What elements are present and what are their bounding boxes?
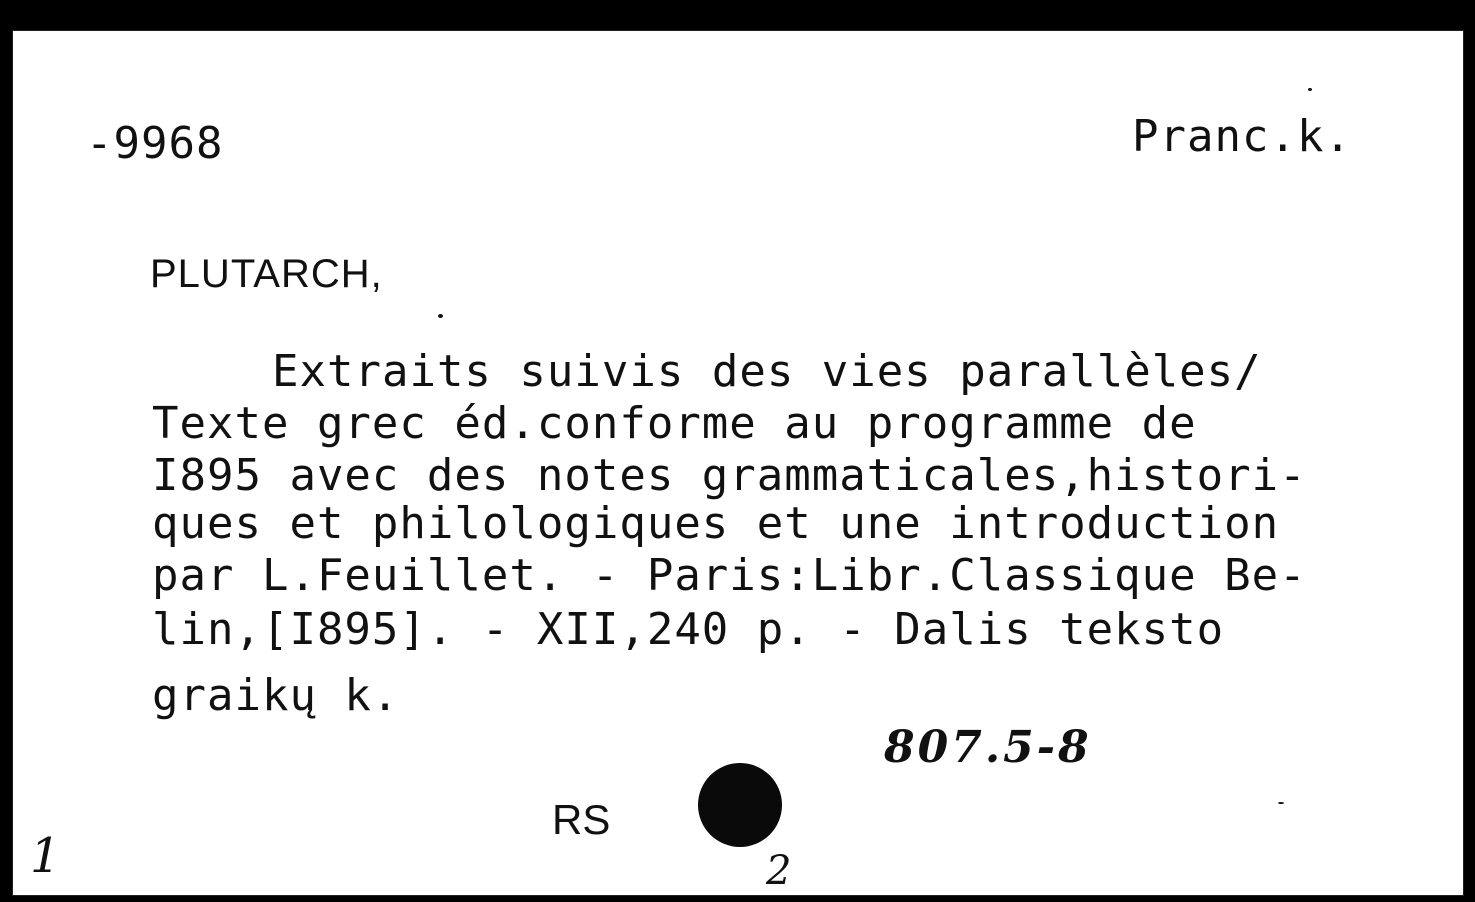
author-heading: PLUTARCH,: [150, 252, 383, 296]
handwritten-mark-left: 1: [30, 828, 61, 884]
handwritten-mark-bottom: 2: [766, 848, 792, 894]
ink-dot: [698, 763, 782, 847]
description-line-2: Texte grec éd.conforme au programme de: [152, 398, 1197, 449]
speck: [1308, 88, 1312, 91]
description-line-7: graikų k.: [152, 670, 400, 721]
initials: RS: [552, 796, 611, 843]
description-line-4: ques et philologiques et une introduction: [152, 498, 1280, 549]
description-line-3: I895 avec des notes grammaticales,histori-: [152, 450, 1307, 501]
location-code: Pranc.k.: [1132, 111, 1352, 162]
card-number: -9968: [86, 118, 224, 169]
description-line-5: par L.Feuillet. - Paris:Libr.Classique Be-: [152, 550, 1307, 601]
speck: [1278, 802, 1284, 804]
speck: [438, 314, 443, 318]
description-line-1: Extraits suivis des vies parallèles/: [272, 346, 1262, 397]
description-line-6: lin,[I895]. - XII,240 p. - Dalis teksto: [152, 604, 1225, 655]
classification-number: 807.5-8: [884, 722, 1092, 773]
